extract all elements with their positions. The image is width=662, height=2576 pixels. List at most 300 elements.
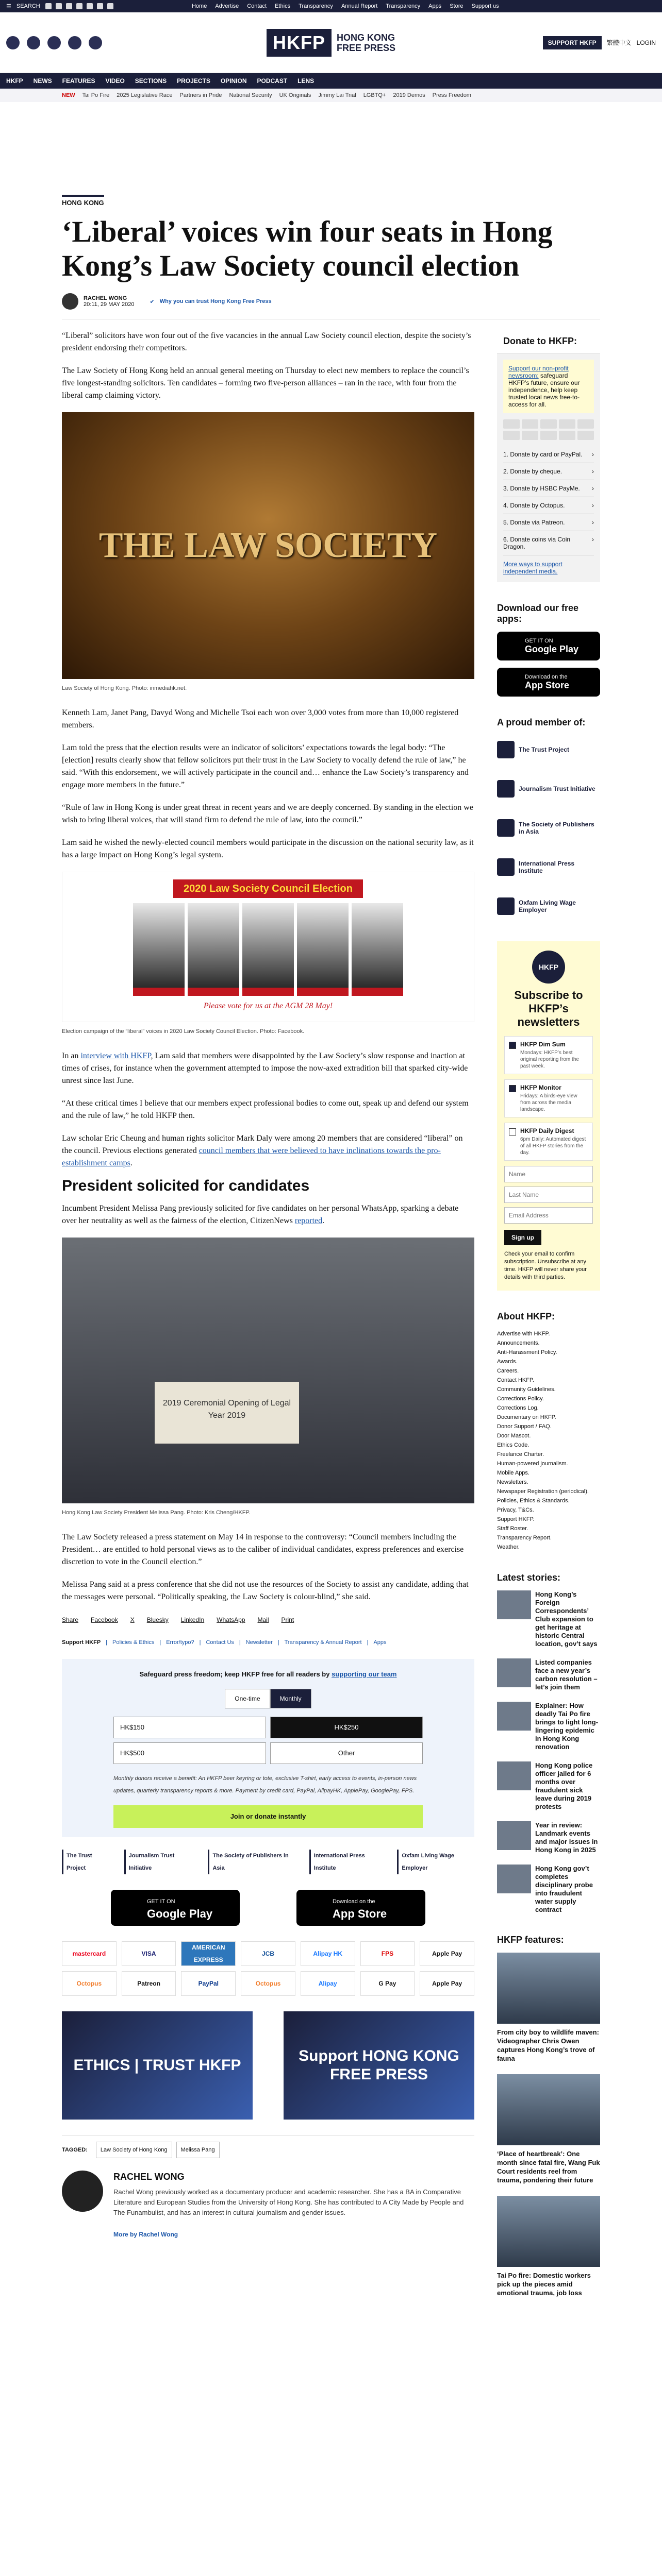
chevron-right-icon: ›: [592, 485, 594, 492]
google-play-button[interactable]: [111, 1890, 240, 1926]
about-item[interactable]: Ethics Code.: [497, 1442, 529, 1448]
payment-logo[interactable]: mastercard: [62, 1941, 117, 1966]
store-big-text: Google Play: [147, 1907, 213, 1920]
trending-item[interactable]: Jimmy Lai Trial: [318, 92, 356, 98]
share-print[interactable]: Print: [281, 1616, 294, 1623]
candidate-portrait: [188, 903, 239, 996]
payment-logo[interactable]: Apple Pay: [420, 1971, 474, 1996]
share-linkedin[interactable]: LinkedIn: [180, 1616, 205, 1623]
photo-plaque-text: THE LAW SOCIETY: [98, 526, 438, 565]
author-photo[interactable]: [62, 2171, 103, 2212]
tags-row: [62, 2135, 474, 2158]
share-mail[interactable]: Mail: [257, 1616, 269, 1623]
jcb-icon: [577, 419, 594, 429]
one-time-option[interactable]: One-time: [225, 1689, 270, 1708]
payment-logo[interactable]: FPS: [360, 1941, 415, 1966]
app-store-button[interactable]: [296, 1890, 425, 1926]
store-small-text: Download on the: [525, 673, 568, 680]
monthly-option[interactable]: Monthly: [270, 1689, 311, 1708]
logo-line-2: FREE PRESS: [336, 42, 396, 53]
candidate-portrait: [133, 903, 185, 996]
main-nav: [0, 73, 662, 89]
about-item[interactable]: Mobile Apps.: [497, 1470, 529, 1476]
about-item[interactable]: Careers.: [497, 1368, 519, 1374]
member-item[interactable]: [497, 814, 600, 842]
latest-item[interactable]: [497, 1590, 600, 1648]
feature-image: [497, 2074, 600, 2145]
top-link-transparency-2[interactable]: Transparency: [386, 3, 421, 9]
support-hkfp-button[interactable]: SUPPORT HKFP: [543, 36, 602, 49]
member-logo: [497, 741, 515, 758]
logo-line-1: HONG KONG: [336, 32, 395, 43]
frequency-toggle: [77, 1689, 459, 1708]
about-item[interactable]: Newspaper Registration (periodical).: [497, 1488, 589, 1495]
check-icon: ✔: [150, 298, 155, 305]
sidebar: [497, 330, 600, 2318]
language-toggle[interactable]: 繁體中文: [606, 39, 632, 46]
about-widget: [497, 1311, 600, 1552]
method-label: 5. Donate via Patreon.: [503, 519, 565, 526]
nav-features[interactable]: FEATURES: [62, 77, 95, 84]
trending-item[interactable]: 2025 Legislative Race: [117, 92, 173, 98]
donate-method-item[interactable]: [503, 497, 594, 514]
about-list: [497, 1329, 600, 1552]
policies-link[interactable]: Policies & Ethics: [112, 1639, 155, 1646]
telegram-icon[interactable]: [87, 3, 93, 9]
text: Incumbent President Melissa Pang previously solicited for five candidates on her personal WhatsApp, sparking a debate over her neutrality as well as the fairness of the election, CitizenNews: [62, 1204, 459, 1225]
share-facebook[interactable]: Facebook: [91, 1616, 118, 1623]
x-icon[interactable]: [27, 36, 40, 49]
top-link-annual-report[interactable]: Annual Report: [341, 3, 378, 9]
menu-icon[interactable]: ☰: [6, 3, 11, 10]
top-link-contact[interactable]: Contact: [247, 3, 267, 9]
nav-lens[interactable]: LENS: [297, 77, 315, 84]
paragraph: Lam told the press that the election results were an indicator of solicitors’ expectations towards the legal body: “The [election] results clearly show that fellow solicitors put their trust in the Law Society to vocally defend the rule of law,” he said. “With this endorsement, we will actively participate in the council and… enhance the Law Society’s transparency and engage more members in the future.”: [62, 743, 469, 789]
latest-item[interactable]: [497, 1702, 600, 1751]
widget-title: About HKFP:: [497, 1311, 555, 1321]
top-link-home[interactable]: Home: [192, 3, 207, 9]
byline: [62, 293, 600, 310]
newsletter-option[interactable]: [504, 1079, 593, 1117]
member-item[interactable]: [497, 735, 600, 764]
top-link-apps[interactable]: Apps: [428, 3, 442, 9]
top-links: [192, 3, 499, 9]
member-item[interactable]: [497, 853, 600, 882]
candidate-portrait: [242, 903, 294, 996]
donate-box: [62, 1659, 474, 1837]
trending-item[interactable]: LGBTQ+: [363, 92, 386, 98]
photo-caption: Hong Kong Law Society President Melissa Pang. Photo: Kris Cheng/HKFP.: [62, 1510, 251, 1516]
newsletter-option-text: [520, 1084, 588, 1113]
feature-title: ‘Place of heartbreak’: One month since fatal fire, Wang Fuk Court residents reel from trauma, pondering their future: [497, 2150, 600, 2184]
error-link[interactable]: Error/typo?: [166, 1639, 194, 1646]
text: , Lam said that members were disappointed by the Law Society’s slow response and inaction at times of crises, for instance when the government attempted to impose the now-axed extradition bill that sparked city-wide unrest since last June.: [62, 1052, 468, 1085]
member-logo: [497, 780, 515, 798]
badge[interactable]: Oxfam Living Wage Employer: [397, 1850, 474, 1874]
store-small-text: Download on the: [333, 1899, 375, 1905]
applepay-icon: [522, 431, 538, 440]
payment-logo[interactable]: AMERICAN EXPRESS: [181, 1941, 236, 1966]
feature-image: [497, 2196, 600, 2267]
member-list: [497, 735, 600, 921]
feature-item[interactable]: [497, 2074, 600, 2184]
text: safeguard HKFP’s future, ensure our independence, help keep trusted local news free-to-access for all.: [508, 372, 580, 408]
article-body: [62, 330, 474, 2318]
publish-date: 20:11, 29 MAY 2020: [84, 301, 135, 308]
trust-link[interactable]: Why you can trust Hong Kong Free Press: [159, 298, 272, 304]
newsletter-name: HKFP Daily Digest: [520, 1127, 574, 1134]
member-badges: [62, 1850, 474, 1874]
feature-image: [497, 1953, 600, 2024]
interview-link[interactable]: interview with HKFP: [80, 1052, 151, 1060]
story-thumbnail: [497, 1865, 531, 1893]
feature-title: From city boy to wildlife maven: Videographer Chris Owen captures Hong Kong’s trove of fauna: [497, 2028, 599, 2062]
payment-logo[interactable]: VISA: [122, 1941, 176, 1966]
about-item[interactable]: Documentary on HKFP.: [497, 1414, 556, 1420]
share-x[interactable]: X: [130, 1616, 135, 1623]
badge[interactable]: The Trust Project: [62, 1850, 109, 1874]
logo-text: [337, 32, 395, 53]
nav-sections[interactable]: SECTIONS: [135, 77, 167, 84]
masthead-social-icons: [6, 36, 212, 49]
member-name: International Press Institute: [519, 860, 575, 874]
donate-note: Monthly donors receive a benefit: An HKFP beer keyring or tote, exclusive T-shirt, early access to events, in-person news updates, quarterly transparency reports & more. Payment by credit card, PayPal, AlipayHK, ApplePay, GooglePay, FPS.: [113, 1775, 417, 1794]
about-item[interactable]: Announcements.: [497, 1340, 540, 1346]
newsletter-desc: 6pm Daily: Automated digest of all HKFP stories from the day.: [520, 1137, 586, 1156]
trending-bar: [0, 89, 662, 102]
youtube-icon[interactable]: [68, 36, 81, 49]
facebook-icon[interactable]: [6, 36, 20, 49]
instagram-icon[interactable]: [47, 36, 61, 49]
top-link-advertise[interactable]: Advertise: [215, 3, 239, 9]
top-link-ethics[interactable]: Ethics: [275, 3, 291, 9]
payment-logo[interactable]: Apple Pay: [420, 1941, 474, 1966]
latest-item[interactable]: [497, 1821, 600, 1854]
support-team-link[interactable]: supporting our team: [332, 1670, 397, 1678]
widget-title: HKFP features:: [497, 1935, 564, 1945]
about-item[interactable]: Advertise with HKFP.: [497, 1331, 550, 1337]
paragraph: Melissa Pang said at a press conference that she did not use the resources of the Society to assist any candidate, adding that the messages were personal. “Politically speaking, the Law Society is colour-blind,” she said.: [62, 1580, 469, 1601]
site-logo[interactable]: [212, 29, 450, 57]
payment-logos: [62, 1941, 474, 1996]
about-item[interactable]: Community Guidelines.: [497, 1386, 556, 1393]
masthead-actions: [450, 36, 656, 49]
chevron-right-icon: ›: [592, 502, 594, 509]
latest-list: [497, 1590, 600, 1914]
reported-link[interactable]: reported: [294, 1216, 323, 1225]
donate-method-item[interactable]: [503, 446, 594, 463]
donate-method-item[interactable]: [503, 531, 594, 555]
member-logo: [497, 819, 515, 837]
story-title: Year in review: Landmark events and major issues in Hong Kong in 2025: [535, 1821, 598, 1854]
member-name: Oxfam Living Wage Employer: [519, 899, 576, 913]
paragraph: “Rule of law in Hong Kong is under great threat in recent years and we are deeply concerned. By standing in the election we wish to bring liberal voices, that will stand firm to defend the rule of law, into the council.”: [62, 803, 473, 824]
member-item[interactable]: [497, 774, 600, 803]
octopus-icon: [577, 431, 594, 440]
subheading: President solicited for candidates: [62, 1177, 310, 1194]
trending-label: NEW: [62, 92, 75, 98]
amount-option-selected[interactable]: HK$250: [270, 1717, 423, 1738]
mail-icon[interactable]: [107, 3, 113, 9]
share-bluesky[interactable]: Bluesky: [146, 1616, 169, 1623]
about-item[interactable]: Awards.: [497, 1359, 518, 1365]
nav-news[interactable]: NEWS: [33, 77, 52, 84]
payment-logo[interactable]: JCB: [241, 1941, 295, 1966]
share-whatsapp[interactable]: WhatsApp: [217, 1616, 245, 1623]
login-link[interactable]: LOGIN: [636, 39, 656, 46]
nav-hkfp[interactable]: HKFP: [6, 77, 23, 84]
about-item[interactable]: Policies, Ethics & Standards.: [497, 1498, 570, 1504]
trending-item[interactable]: Partners in Pride: [179, 92, 222, 98]
about-item[interactable]: Contact HKFP.: [497, 1377, 534, 1383]
feature-item[interactable]: [497, 1953, 600, 2063]
latest-item[interactable]: [497, 1865, 600, 1914]
paragraph: “At these critical times I believe that our members expect professional bodies to come out, speak up and defend our system and the rule of law,” he told HKFP then.: [62, 1099, 469, 1120]
latest-item[interactable]: [497, 1761, 600, 1811]
about-item[interactable]: Door Mascot.: [497, 1433, 531, 1439]
candidate-portrait: [352, 903, 403, 996]
feature-title: Tai Po fire: Domestic workers pick up the pieces amid emotional trauma, job loss: [497, 2272, 591, 2297]
about-item[interactable]: Staff Roster.: [497, 1526, 528, 1532]
trending-item[interactable]: UK Originals: [279, 92, 311, 98]
checkbox[interactable]: [509, 1128, 516, 1136]
story-thumbnail: [497, 1658, 531, 1687]
story-thumbnail: [497, 1821, 531, 1850]
chevron-right-icon: ›: [592, 451, 594, 458]
feature-item[interactable]: [497, 2196, 600, 2297]
about-item[interactable]: Donor Support / FAQ.: [497, 1423, 552, 1430]
app-store-button[interactable]: [497, 668, 600, 697]
last-name-field[interactable]: [504, 1187, 593, 1203]
content-columns: [62, 330, 600, 2318]
text: .: [322, 1216, 325, 1225]
features-widget: [497, 1935, 600, 2297]
top-utility-bar: [0, 0, 662, 12]
newsletter-name: HKFP Monitor: [520, 1084, 561, 1091]
more-by-author-link[interactable]: More by Rachel Wong: [113, 2231, 178, 2238]
store-big-text: Google Play: [525, 643, 579, 654]
store-big-text: App Store: [333, 1907, 387, 1920]
amex-icon: [540, 419, 557, 429]
member-name: The Society of Publishers in Asia: [519, 821, 594, 835]
donate-method-item[interactable]: [503, 514, 594, 531]
search-link[interactable]: SEARCH: [16, 3, 40, 9]
member-item[interactable]: [497, 892, 600, 921]
method-label: 4. Donate by Octopus.: [503, 502, 565, 509]
name-field[interactable]: [504, 1166, 593, 1182]
author-bio: Rachel Wong previously worked as a documentary producer and academic researcher. She has a BA in Comparative Literature and European Studies from the University of Hong Kong. She has contributed to A City Made by People and The Funambulist, and has an interest in cultural journalism and gender issues.: [113, 2188, 464, 2216]
trending-item[interactable]: 2019 Demos: [393, 92, 425, 98]
trending-item[interactable]: Press Freedom: [432, 92, 471, 98]
apps-widget: [497, 603, 600, 697]
x-icon[interactable]: [56, 3, 62, 9]
payment-logo[interactable]: Alipay: [301, 1971, 355, 1996]
payment-logo[interactable]: PayPal: [181, 1971, 236, 1996]
badge[interactable]: The Society of Publishers in Asia: [208, 1850, 293, 1874]
more-ways-link[interactable]: More ways to support independent media.: [503, 561, 562, 575]
transparency-link[interactable]: Transparency & Annual Report: [284, 1639, 362, 1646]
newsletter-option-text: [520, 1127, 588, 1156]
member-widget: [497, 717, 600, 921]
campaign-photo[interactable]: [62, 872, 474, 1022]
payment-logo[interactable]: G Pay: [360, 1971, 415, 1996]
facebook-icon[interactable]: [45, 3, 52, 9]
badge[interactable]: Journalism Trust Initiative: [124, 1850, 193, 1874]
email-field[interactable]: [504, 1207, 593, 1224]
latest-item[interactable]: [497, 1658, 600, 1691]
newsletter-desc: Fridays: A birds-eye view from across the media landscape.: [520, 1093, 577, 1112]
share-button[interactable]: Share: [62, 1616, 79, 1623]
social-icons: [45, 3, 113, 9]
about-item[interactable]: Privacy, T&Cs.: [497, 1507, 534, 1513]
widget-title: Download our free apps:: [497, 603, 579, 624]
top-link-support[interactable]: Support us: [471, 3, 499, 9]
youtube-icon[interactable]: [76, 3, 82, 9]
logo-mark: HKFP: [267, 29, 332, 57]
nav-projects[interactable]: PROJECTS: [177, 77, 210, 84]
about-item[interactable]: Newsletters.: [497, 1479, 528, 1485]
top-link-transparency[interactable]: Transparency: [299, 3, 333, 9]
checkbox-checked[interactable]: [509, 1085, 516, 1092]
member-logo: [497, 858, 515, 876]
payment-icons: [503, 419, 594, 440]
story-thumbnail: [497, 1590, 531, 1619]
nonprofit-link[interactable]: Support our non-profit newsroom:: [508, 365, 569, 379]
candidate-portrait: [297, 903, 349, 996]
story-thumbnail: [497, 1761, 531, 1790]
contact-link[interactable]: Contact Us: [206, 1639, 234, 1646]
paragraph: [62, 1202, 474, 1227]
newsletter-link[interactable]: Newsletter: [245, 1639, 273, 1646]
checkbox-checked[interactable]: [509, 1042, 516, 1049]
bluesky-icon[interactable]: [97, 3, 103, 9]
chevron-right-icon: ›: [592, 519, 594, 526]
newsletter-title: Subscribe to HKFP’s newsletters: [514, 989, 583, 1028]
support-banner[interactable]: Support HONG KONG FREE PRESS: [284, 2011, 474, 2120]
method-label: 3. Donate by HSBC PayMe.: [503, 485, 580, 492]
widget-title: Donate to HKFP:: [497, 330, 600, 353]
newsletter-option[interactable]: [504, 1036, 593, 1074]
paragraph: The Law Society released a press statement on May 14 in response to the controversy: “Council members including the President… are entitled to hold personal views as to the caliber of individual candidates, express preferences and exercise discretion to vote in the Council election.”: [62, 1533, 464, 1566]
payment-logo[interactable]: Alipay HK: [301, 1941, 355, 1966]
amount-option[interactable]: HK$150: [113, 1717, 266, 1738]
story-title: Hong Kong’s Foreign Correspondents’ Club expansion to get heritage at historic Central location, gov’t says: [535, 1590, 598, 1648]
tag-chip[interactable]: Melissa Pang: [176, 2142, 220, 2158]
amount-option[interactable]: HK$500: [113, 1742, 266, 1764]
member-name: Journalism Trust Initiative: [519, 785, 595, 792]
join-button[interactable]: Join or donate instantly: [113, 1805, 423, 1828]
newsletter-option[interactable]: [504, 1123, 593, 1161]
photo-caption: Law Society of Hong Kong. Photo: inmediahk.net.: [62, 685, 187, 691]
ethics-banner[interactable]: ETHICS | TRUST HKFP: [62, 2011, 253, 2120]
about-item[interactable]: Corrections Policy.: [497, 1396, 544, 1402]
story-title: Hong Kong police officer jailed for 6 months over fraudulent sick leave during 2019 protests: [535, 1761, 593, 1810]
about-item[interactable]: Freelance Charter.: [497, 1451, 544, 1458]
visa-icon: [522, 419, 538, 429]
story-title: Explainer: How deadly Tai Po fire brings to light long-lingering epidemic in Hong Kong renovation: [535, 1702, 599, 1751]
article-wrapper: [62, 102, 600, 2318]
nav-opinion[interactable]: OPINION: [220, 77, 247, 84]
chevron-right-icon: ›: [592, 468, 594, 475]
about-item[interactable]: Support HKFP.: [497, 1516, 535, 1522]
donate-title: [77, 1668, 459, 1681]
amount-options: [113, 1717, 423, 1764]
trending-item[interactable]: Tai Po Fire: [82, 92, 110, 98]
about-item[interactable]: Anti-Harassment Policy.: [497, 1349, 557, 1355]
newsletter-widget: [497, 941, 600, 1291]
article-headline: ‘Liberal’ voices win four seats in Hong Kong’s Law Society council election: [62, 215, 553, 282]
law-society-photo[interactable]: [62, 412, 474, 679]
badge[interactable]: International Press Institute: [309, 1850, 382, 1874]
campaign-slogan: Please vote for us at the AGM 28 May!: [203, 1002, 333, 1010]
store-small-text: GET IT ON: [525, 637, 553, 644]
candidates-row: [133, 903, 403, 996]
support-link[interactable]: Support HKFP: [62, 1639, 101, 1646]
payment-logo[interactable]: Patreon: [122, 1971, 176, 1996]
article-footer-links: Support HKFP | Policies & Ethics | Error/typo? | Contact Us | Newsletter | Transparency & Annual Report | Apps: [62, 1636, 474, 1649]
google-play-button[interactable]: [497, 632, 600, 660]
donate-method-item[interactable]: [503, 463, 594, 480]
tag-chip[interactable]: Law Society of Hong Kong: [96, 2142, 172, 2158]
amount-option-other[interactable]: Other: [270, 1742, 423, 1764]
share-bar: [62, 1614, 474, 1626]
store-big-text: App Store: [525, 680, 570, 690]
top-link-store[interactable]: Store: [450, 3, 464, 9]
instagram-icon[interactable]: [66, 3, 72, 9]
text: .: [130, 1159, 133, 1167]
newsletter-desc: Mondays: HKFP’s best original reporting from the past week.: [520, 1050, 579, 1069]
donate-description: [503, 360, 594, 413]
paragraph: [62, 1132, 474, 1170]
newsletter-logo: HKFP: [532, 951, 565, 984]
melissa-pang-photo[interactable]: [62, 1238, 474, 1503]
author-box: [62, 2171, 474, 2241]
app-store-buttons: [62, 1890, 474, 1926]
latest-widget: [497, 1572, 600, 1914]
council-members-link[interactable]: council members that were believed to have inclinations towards the pro-establishment camps: [62, 1146, 441, 1167]
section-tag[interactable]: HONG KONG: [62, 195, 104, 207]
widget-title: Latest stories:: [497, 1572, 561, 1583]
photo-caption: Election campaign of the “liberal” voices in 2020 Law Society Council Election. Photo: Facebook.: [62, 1028, 305, 1035]
payment-logo[interactable]: Octopus: [62, 1971, 117, 1996]
paragraph: Kenneth Lam, Janet Pang, Davyd Wong and Michelle Tsoi each won over 3,000 votes from more than 10,000 registered members.: [62, 708, 459, 730]
about-item[interactable]: Weather.: [497, 1544, 520, 1550]
method-label: 1. Donate by card or PayPal.: [503, 451, 583, 458]
paragraph: [62, 1050, 474, 1087]
linkedin-icon[interactable]: [89, 36, 102, 49]
about-item[interactable]: Transparency Report.: [497, 1535, 552, 1541]
about-item[interactable]: Human-powered journalism.: [497, 1461, 568, 1467]
gpay-icon: [540, 431, 557, 440]
nav-video[interactable]: VIDEO: [105, 77, 125, 84]
newsletter-name: HKFP Dim Sum: [520, 1041, 566, 1048]
newsletter-option-text: [520, 1041, 588, 1070]
donate-method-item[interactable]: [503, 480, 594, 497]
paragraph: The Law Society of Hong Kong held an annual general meeting on Thursday to elect new members to replace the council’s five longest-standing solicitors. Ten candidates – forming two five-person alliances – ran in the race, with four from the liberal camp claiming victory.: [62, 366, 469, 400]
nav-podcast[interactable]: PODCAST: [257, 77, 288, 84]
trending-item[interactable]: National Security: [229, 92, 272, 98]
payment-logo[interactable]: Octopus: [241, 1971, 295, 1996]
donate-methods: [503, 446, 594, 555]
ceremony-banner: 2019 Ceremonial Opening of Legal Year 2019: [155, 1382, 299, 1444]
author-box-name[interactable]: RACHEL WONG: [113, 2172, 185, 2182]
author-avatar[interactable]: [62, 293, 78, 310]
author-name[interactable]: RACHEL WONG: [84, 295, 127, 301]
signup-button[interactable]: Sign up: [504, 1230, 541, 1245]
apps-link[interactable]: Apps: [373, 1639, 387, 1646]
story-title: Hong Kong gov’t completes disciplinary probe into fraudulent water supply contract: [535, 1865, 593, 1913]
about-item[interactable]: Corrections Log.: [497, 1405, 539, 1411]
